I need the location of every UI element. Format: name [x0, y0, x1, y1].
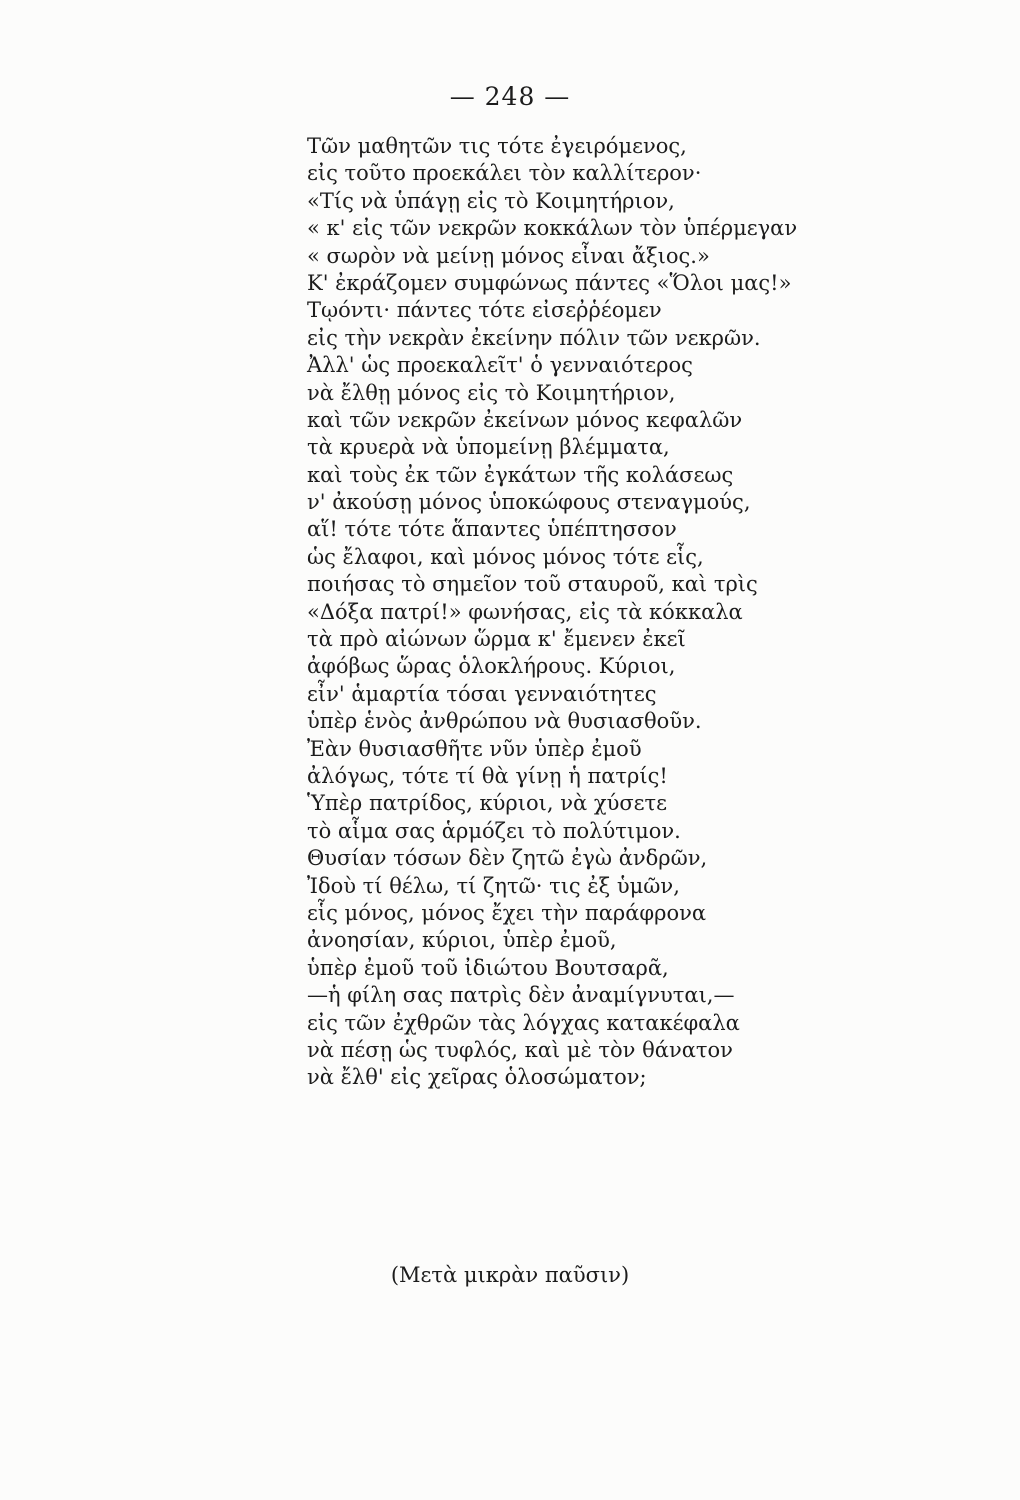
poem-line: εἰς τῶν ἐχθρῶν τὰς λόγχας κατακέφαλα [307, 1010, 740, 1035]
poem-line: ὡς ἔλαφοι, καὶ μόνος μόνος τότε εἷς, [307, 544, 704, 569]
poem-line: εἰς τοῦτο προεκάλει τὸν καλλίτερον· [307, 161, 702, 186]
poem-line: Ὑπὲρ πατρίδος, κύριοι, νὰ χύσετε [307, 791, 668, 816]
poem-line: καὶ τῶν νεκρῶν ἐκείνων μόνος κεφαλῶν [307, 407, 743, 432]
poem-line: ποιήσας τὸ σημεῖον τοῦ σταυροῦ, καὶ τρὶς [307, 572, 758, 597]
poem-line: εἷς μόνος, μόνος ἔχει τὴν παράφρονα [307, 900, 707, 925]
poem-line: ὑπὲρ ἑνὸς ἀνθρώπου νὰ θυσιασθοῦν. [307, 709, 702, 734]
poem-line: Τῶν μαθητῶν τις τότε ἐγειρόμενος, [307, 134, 687, 158]
poem-line: τὰ κρυερὰ νὰ ὑπομείνῃ βλέμματα, [307, 435, 670, 460]
poem-line: —ἡ φίλη σας πατρὶς δὲν ἀναμίγνυται,— [307, 983, 735, 1008]
poem-line: καὶ τοὺς ἐκ τῶν ἐγκάτων τῆς κολάσεως [307, 462, 734, 487]
poem-line: νὰ ἔλθ' εἰς χεῖρας ὁλοσώματον; [307, 1065, 647, 1090]
poem-line: νὰ πέσῃ ὡς τυφλός, καὶ μὲ τὸν θάνατον [307, 1037, 733, 1062]
stage-direction: (Μετὰ μικρὰν παῦσιν) [390, 1263, 630, 1287]
poem-line: ν' ἀκούσῃ μόνος ὑποκώφους στεναγμούς, [307, 490, 751, 515]
poem-line: «Δόξα πατρί!» φωνήσας, εἰς τὰ κόκκαλα [307, 599, 743, 624]
poem-line: αἵ! τότε τότε ἅπαντες ὑπέπτησσον [307, 517, 677, 542]
poem-line: Ἰδοὺ τί θέλω, τί ζητῶ· τις ἐξ ὑμῶν, [307, 873, 680, 898]
page-number: — 248 — [449, 82, 571, 111]
poem-text [307, 133, 867, 1092]
poem-line: « σωρὸν νὰ μείνῃ μόνος εἶναι ἄξιος.» [307, 243, 710, 268]
poem-line: ἀνοησίαν, κύριοι, ὑπὲρ ἐμοῦ, [307, 928, 617, 953]
poem-line: «Τίς νὰ ὑπάγῃ εἰς τὸ Κοιμητήριον, [307, 188, 675, 213]
poem-line: « κ' εἰς τῶν νεκρῶν κοκκάλων τὸν ὑπέρμεγαν [307, 216, 798, 241]
poem-line: Κ' ἐκράζομεν συμφώνως πάντες «Ὅλοι μας!» [307, 270, 792, 295]
poem-line: εἶν' ἁμαρτία τόσαι γενναιότητες [307, 681, 657, 706]
poem-line: ἀλόγως, τότε τί θὰ γίνῃ ἡ πατρίς! [307, 763, 668, 788]
poem-line: ἀφόβως ὥρας ὁλοκλήρους. Κύριοι, [307, 654, 676, 679]
poem-line: Τῳόντι· πάντες τότε εἰσεῤῥέομεν [307, 298, 662, 323]
poem-line: Ἐὰν θυσιασθῆτε νῦν ὑπὲρ ἐμοῦ [307, 736, 642, 761]
poem-line: νὰ ἔλθῃ μόνος εἰς τὸ Κοιμητήριον, [307, 380, 676, 405]
poem-line: ὑπὲρ ἐμοῦ τοῦ ἰδιώτου Βουτσαρᾶ, [307, 955, 669, 980]
poem-line: Ἀλλ' ὡς προεκαλεῖτ' ὁ γενναιότερος [307, 353, 693, 378]
poem-line: τὰ πρὸ αἰώνων ὥρμα κ' ἔμενεν ἐκεῖ [307, 627, 686, 652]
poem-line: Θυσίαν τόσων δὲν ζητῶ ἐγὼ ἀνδρῶν, [307, 846, 708, 871]
poem-line: τὸ αἷμα σας ἁρμόζει τὸ πολύτιμον. [307, 818, 681, 843]
poem-line: εἰς τὴν νεκρὰν ἐκείνην πόλιν τῶν νεκρῶν. [307, 325, 761, 350]
